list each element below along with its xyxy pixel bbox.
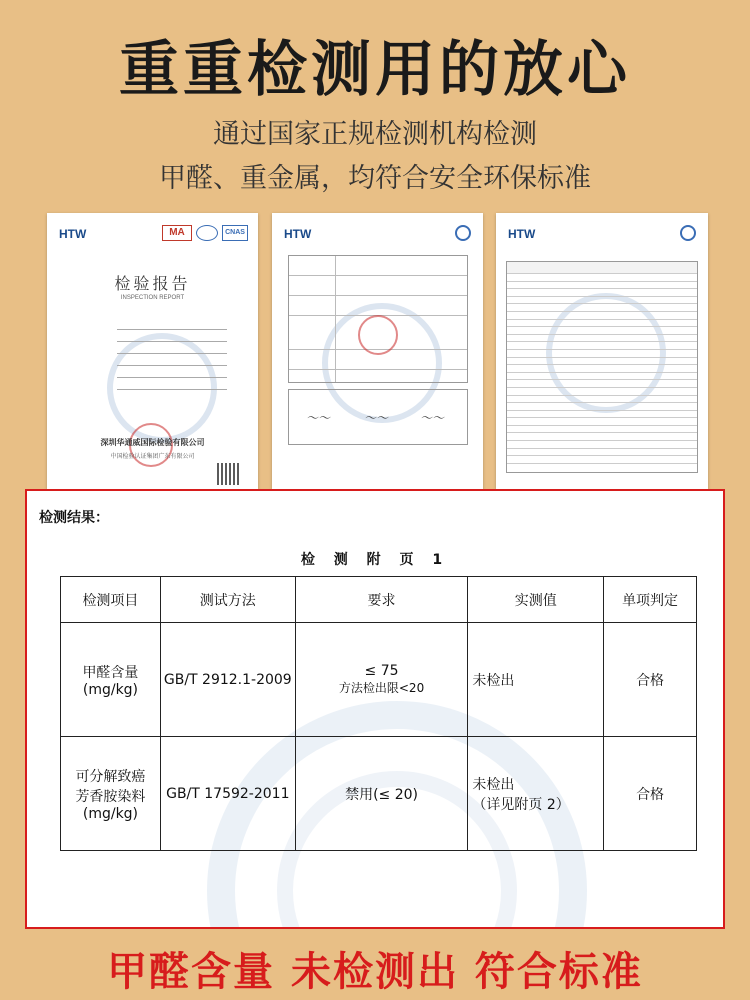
- cell-measured: 未检出 （详见附页 2）: [468, 737, 604, 851]
- cell-item: 甲醛含量 (mg/kg): [61, 623, 161, 737]
- report-annex-thumbnail: [496, 213, 708, 489]
- header-item: 检测项目: [61, 577, 161, 623]
- result-label: 检测结果：: [39, 510, 109, 526]
- ilac-logo: [196, 225, 218, 241]
- cell-requirement: 禁用(≤ 20): [295, 737, 468, 851]
- table-row: [61, 737, 697, 851]
- footer-tagline: 甲醛含量 未检测出 符合标准: [107, 949, 643, 995]
- table-row: [61, 623, 697, 737]
- signature-1: 〜〜: [306, 411, 331, 425]
- headline: 重重检测用的放心: [119, 35, 631, 105]
- subheadline-agency: 通过国家正规检测机构检测: [213, 119, 537, 150]
- cell-method: GB/T 2912.1-2009: [160, 623, 295, 737]
- htw-logo: HTW: [59, 227, 87, 241]
- annex-dense-table: [506, 261, 698, 473]
- cell-item: 可分解致癌 芳香胺染料 (mg/kg): [61, 737, 161, 851]
- report-cover-company-2: 中国检验认证集团广东有限公司: [110, 453, 195, 460]
- cell-verdict: 合格: [604, 623, 697, 737]
- form-line: [117, 377, 227, 378]
- annex-title: 检 测 附 页 1: [300, 552, 450, 568]
- form-line: [117, 389, 227, 390]
- cell-verdict: 合格: [604, 737, 697, 851]
- form-line: [117, 341, 227, 342]
- qr-code-icon: [217, 463, 239, 485]
- report-cover-title: 检验报告: [114, 274, 191, 293]
- cma-logo: MA: [162, 225, 192, 241]
- cell-requirement: ≤ 75 方法检出限<20: [295, 623, 468, 737]
- header-method: 测试方法: [160, 577, 295, 623]
- header-requirement: 要求: [295, 577, 468, 623]
- signature-2: 〜〜: [364, 411, 389, 425]
- header-measured: 实测值: [468, 577, 604, 623]
- form-line: [117, 353, 227, 354]
- cell-method: GB/T 17592-2011: [160, 737, 295, 851]
- htw-logo: HTW: [508, 227, 536, 241]
- seal-stamp: [358, 315, 398, 355]
- report-cover-company: 深圳华通威国际检验有限公司: [100, 438, 205, 447]
- cma-logo: [455, 225, 471, 241]
- cell-measured: 未检出: [468, 623, 604, 737]
- certification-logos: [162, 225, 248, 241]
- form-line: [117, 365, 227, 366]
- cnas-logo: CNAS: [222, 225, 248, 241]
- htw-logo: HTW: [284, 227, 312, 241]
- subheadline-standards: 甲醛、重金属，均符合安全环保标准: [159, 163, 591, 194]
- signature-3: 〜〜: [420, 411, 445, 425]
- report-cover-subtitle: INSPECTION REPORT: [120, 295, 185, 301]
- report-cover-thumbnail: [47, 213, 258, 489]
- result-table: [60, 576, 697, 851]
- cma-logo: [680, 225, 696, 241]
- header-verdict: 单项判定: [604, 577, 697, 623]
- result-card: [25, 489, 725, 929]
- table-header-row: [61, 577, 697, 623]
- report-conclusion-thumbnail: [272, 213, 483, 489]
- form-line: [117, 329, 227, 330]
